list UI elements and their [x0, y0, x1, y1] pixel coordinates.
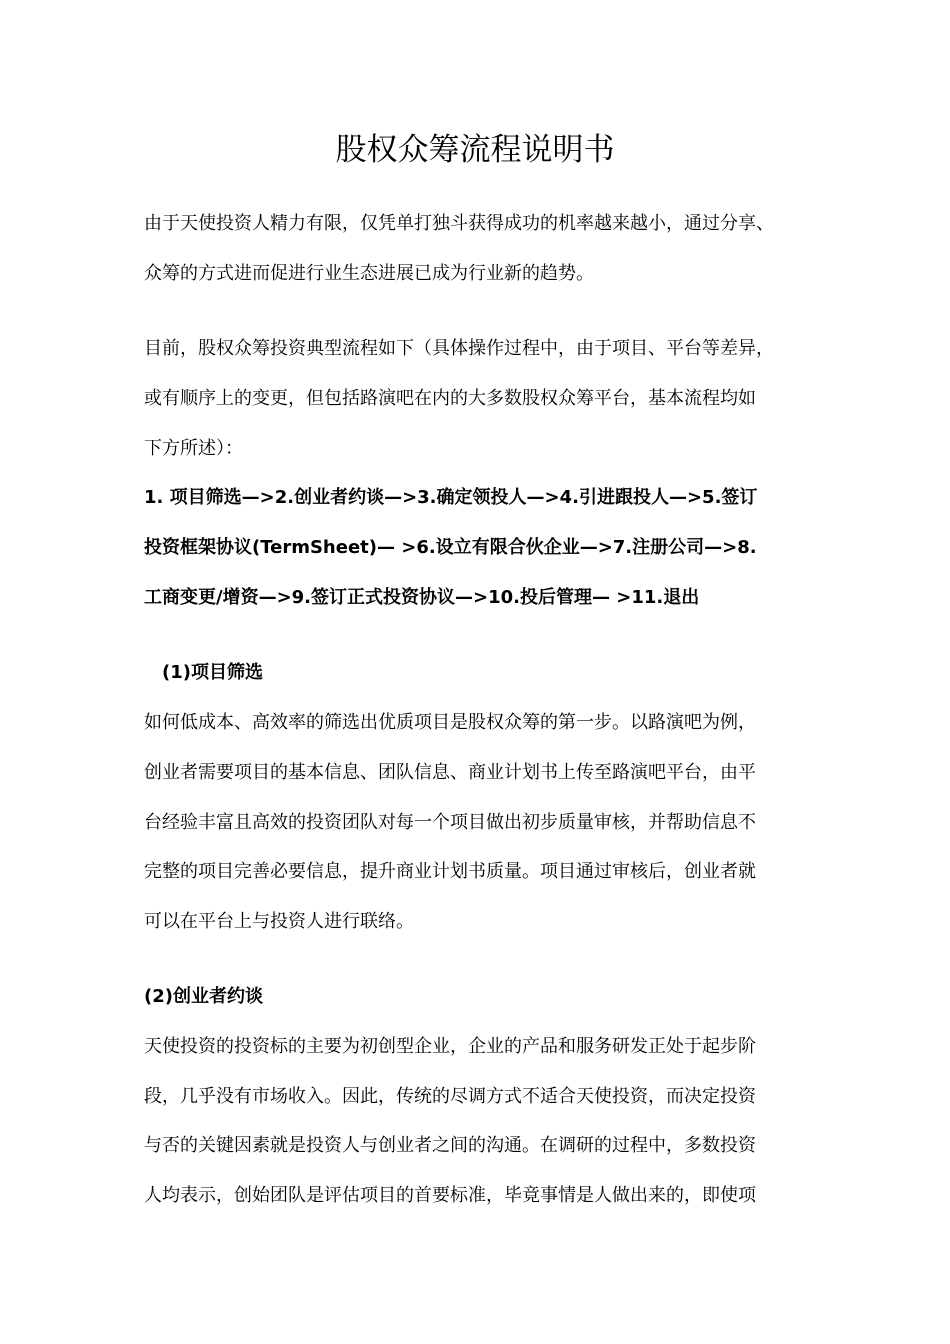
- section2-line-3: 与否的关键因素就是投资人与创业者之间的沟通。在调研的过程中，多数投资: [144, 1135, 756, 1156]
- current-line-2: 或有顺序上的变更，但包括路演吧在内的大多数股权众筹平台，基本流程均如: [144, 388, 756, 409]
- section1-line-3: 台经验丰富且高效的投资团队对每一个项目做出初步质量审核，并帮助信息不: [144, 812, 756, 833]
- current-line-1: 目前，股权众筹投资典型流程如下（具体操作过程中，由于项目、平台等差异，: [144, 338, 774, 359]
- flow-line-1: 1. 项目筛选—>2.创业者约谈—>3.确定领投人—>4.引进跟投人—>5.签订: [144, 487, 758, 508]
- section1-heading: (1)项目筛选: [162, 662, 263, 683]
- flow-line-2: 投资框架协议(TermSheet)— >6.设立有限合伙企业—>7.注册公司—>8.: [144, 537, 757, 558]
- document-title: 股权众筹流程说明书: [335, 132, 615, 168]
- section2-line-1: 天使投资的投资标的主要为初创型企业，企业的产品和服务研发正处于起步阶: [144, 1036, 756, 1057]
- section2-heading: (2)创业者约谈: [144, 986, 263, 1007]
- section2-line-2: 段，几乎没有市场收入。因此，传统的尽调方式不适合天使投资，而决定投资: [144, 1086, 756, 1107]
- flow-line-3: 工商变更/增资—>9.签订正式投资协议—>10.投后管理— >11.退出: [144, 587, 700, 608]
- section1-line-5: 可以在平台上与投资人进行联络。: [144, 911, 414, 932]
- intro-line-1: 由于天使投资人精力有限，仅凭单打独斗获得成功的机率越来越小，通过分享、: [144, 213, 774, 234]
- intro-line-2: 众筹的方式进而促进行业生态进展已成为行业新的趋势。: [144, 263, 594, 284]
- section2-line-4: 人均表示，创始团队是评估项目的首要标准，毕竟事情是人做出来的，即使项: [144, 1185, 756, 1206]
- section1-line-2: 创业者需要项目的基本信息、团队信息、商业计划书上传至路演吧平台，由平: [144, 762, 756, 783]
- current-line-3: 下方所述）：: [144, 438, 243, 459]
- section1-line-4: 完整的项目完善必要信息，提升商业计划书质量。项目通过审核后，创业者就: [144, 861, 756, 882]
- section1-line-1: 如何低成本、高效率的筛选出优质项目是股权众筹的第一步。以路演吧为例，: [144, 712, 756, 733]
